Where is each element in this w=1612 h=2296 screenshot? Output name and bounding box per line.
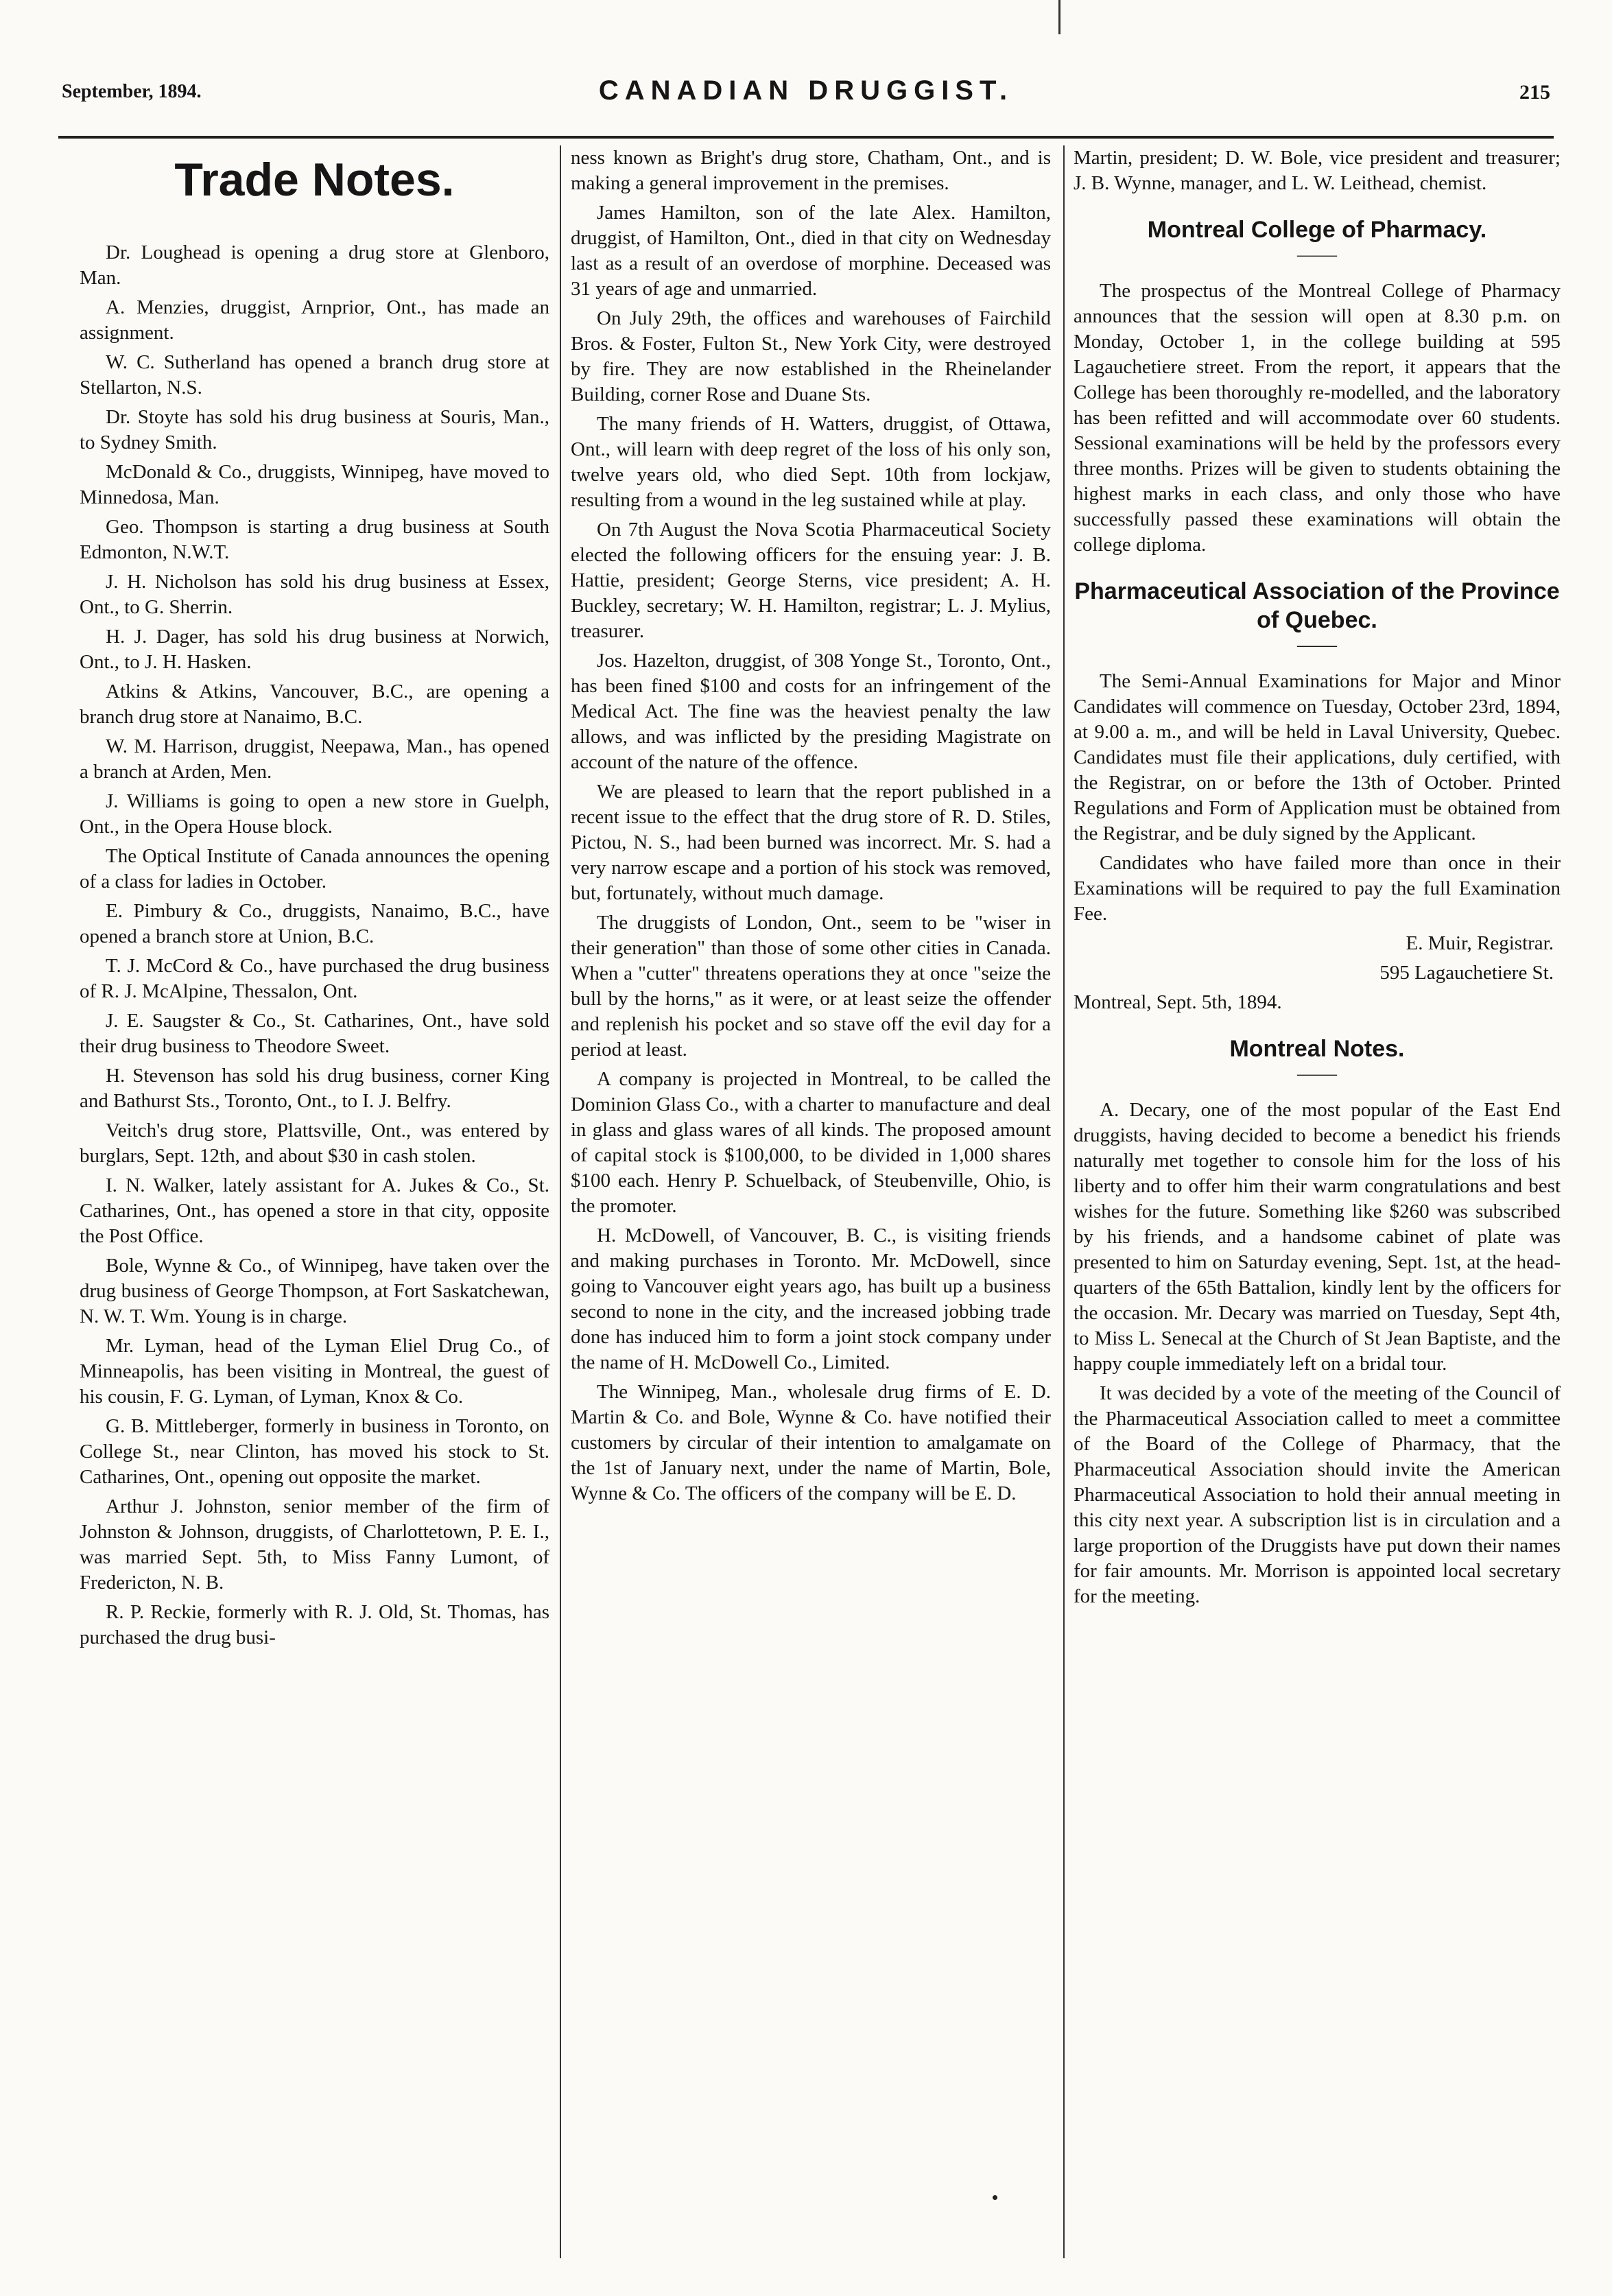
paragraph: The many friends of H. Watters, druggist, of Ottawa, Ont., will learn with deep regret of the loss of his only son, twelve years old, who died Sept. 10th from lockjaw, resulting from a wound in the leg sustained while at play. [571,413,1051,511]
paragraph: H. Stevenson has sold his drug business, corner King and Bathurst Sts., Toronto, Ont., to I. J. Belfry. [80,1065,549,1112]
paragraph: The Semi-Annual Examinations for Major and Minor Candidates will commence on Tuesday, October 23rd, 1894, at 9.00 a. m., and will be held in Laval University, Quebec. Candidates must file their applications, duly certified, with the Registrar, on or before the 13th of October. Printed Regulations and Form of Application must be obtained from the Registrar, and be duly signed by the Applicant. [1074,670,1561,844]
page-header [62,75,1550,117]
header-rule [58,136,1554,139]
column-divider [560,145,561,2258]
paragraph: G. B. Mittleberger, formerly in business in Toronto, on College St., near Clinton, has moved his stock to St. Catharines, Ont., opening out opposite the market. [80,1415,549,1488]
paragraph: J. E. Saugster & Co., St. Catharines, Ont., have sold their drug business to Theodore Sweet. [80,1010,549,1057]
page-mark [993,2195,997,2200]
section-title-trade-notes: Trade Notes. [174,154,455,206]
paragraph-continued: Martin, president; D. W. Bole, vice president and treasurer; J. B. Wynne, manager, and L. W. Leithead, chemist. [1074,147,1561,194]
paragraph: J. Williams is going to open a new store in Guelph, Ont., in the Opera House block. [80,790,549,838]
paragraph: A. Decary, one of the most popular of the East End druggists, having decided to become a benedict his friends naturally met together to console him for the loss of his liberty and to offer him their warm congratulations and best wishes for the future. Something like $260 was subscribed by his friends, and a handsome cabinet of plate was presented to him on Saturday evening, Sept. 1st, at the head-quarters of the 65th Battalion, kindly lent by the officers for the occasion. Mr. Decary was married on Tuesday, Sept 4th, to Miss L. Senecal at the Church of St Jean Baptiste, and the happy couple immediately left on a bridal tour. [1074,1099,1561,1375]
paragraph: Atkins & Atkins, Vancouver, B.C., are opening a branch drug store at Nanaimo, B.C. [80,680,549,728]
paragraph: The Optical Institute of Canada announces the opening of a class for ladies in October. [80,845,549,892]
paragraph: I. N. Walker, lately assistant for A. Jukes & Co., St. Catharines, Ont., has opened a store in that city, opposite the Post Office. [80,1174,549,1247]
paragraph: On July 29th, the offices and warehouses of Fairchild Bros. & Foster, Fulton St., New York City, were destroyed by fire. They are now established in the Rheinelander Building, corner Rose and Duane Sts. [571,307,1051,405]
paragraph: J. H. Nicholson has sold his drug business at Essex, Ont., to G. Sherrin. [80,571,549,618]
signature-address: 595 Lagauchetiere St. [1379,962,1554,984]
paragraph-continued: ness known as Bright's drug store, Chatham, Ont., and is making a general improvement in the premises. [571,147,1051,194]
paragraph: The prospectus of the Montreal College of Pharmacy announces that the session will open at 8.30 p.m. on Monday, October 1, in the college building at 595 Lagauchetiere street. From the report, it appears that the College has been thoroughly re-modelled, and the laboratory has been refitted and will accommodate over 60 students. Sessional examinations will be held by the professors every three months. Prizes will be given to students obtaining the highest marks in each class, and only those who have successfully passed these examinations will obtain the college diploma. [1074,280,1561,556]
issue-date: September, 1894. [62,81,202,102]
paragraph: Jos. Hazelton, druggist, of 308 Yonge St., Toronto, Ont., has been fined $100 and costs for an infringement of the Medical Act. The fine was the heaviest penalty the law allows, and was inflicted by the presiding Magistrate on account of the nature of the offence. [571,650,1051,773]
section-dash: —— [1297,1063,1337,1085]
column-1 [80,145,549,2272]
signature-date: Montreal, Sept. 5th, 1894. [1074,991,1282,1013]
paragraph: We are pleased to learn that the report published in a recent issue to the effect that the drug store of R. D. Stiles, Pictou, N. S., had been burned was incorrect. Mr. S. had a very narrow escape and a portion of his stock was removed, but, fortunately, without much damage. [571,781,1051,904]
paragraph: R. P. Reckie, formerly with R. J. Old, St. Thomas, has purchased the drug busi- [80,1601,549,1648]
section-title-montreal-notes: Montreal Notes. [1229,1036,1405,1062]
paragraph: H. McDowell, of Vancouver, B. C., is visiting friends and making purchases in Toronto. Mr. McDowell, since going to Vancouver eight years ago, has built up a business second to none in the city, and the increased jobbing trade done has induced him to form a joint stock company under the name of H. McDowell Co., Limited. [571,1224,1051,1373]
paragraph: Candidates who have failed more than once in their Examinations will be required to pay the full Examination Fee. [1074,852,1561,925]
paragraph: W. M. Harrison, druggist, Neepawa, Man., has opened a branch at Arden, Men. [80,735,549,783]
paragraph: McDonald & Co., druggists, Winnipeg, have moved to Minnedosa, Man. [80,461,549,508]
paragraph: Geo. Thompson is starting a drug business at South Edmonton, N.W.T. [80,516,549,563]
journal-title: CANADIAN DRUGGIST. [598,75,1014,106]
page-number: 215 [1519,81,1550,104]
paragraph: Mr. Lyman, head of the Lyman Eliel Drug Co., of Minneapolis, has been visiting in Montreal, the guest of his cousin, F. G. Lyman, of Lyman, Knox & Co. [80,1335,549,1408]
paragraph: It was decided by a vote of the meeting of the Council of the Pharmaceutical Association called to meet a committee of the Board of the College of Pharmacy, that the Pharmaceutical Association should invite the American Pharmaceutical Association to hold their annual meeting in this city next year. A subscription list is in circulation and a large proportion of the Druggists have put down their names for fair amounts. Mr. Morrison is appointed local secretary for the meeting. [1074,1382,1561,1607]
section-dash: —— [1297,244,1337,265]
paragraph: E. Pimbury & Co., druggists, Nanaimo, B.C., have opened a branch store at Union, B.C. [80,900,549,947]
paragraph: W. C. Sutherland has opened a branch drug store at Stellarton, N.S. [80,351,549,399]
paragraph: A. Menzies, druggist, Arnprior, Ont., has made an assignment. [80,296,549,344]
paragraph: The druggists of London, Ont., seem to be "wiser in their generation" than those of some other cities in Canada. When a "cutter" threatens operations they at once "seize the bull by the horns," as it were, or at least seize the offender and replenish his pocket and so stave off the evil day for a period at least. [571,912,1051,1061]
paragraph: T. J. McCord & Co., have purchased the drug business of R. J. McAlpine, Thessalon, Ont. [80,955,549,1002]
paragraph: Dr. Stoyte has sold his drug business at Souris, Man., to Sydney Smith. [80,406,549,453]
section-title-montreal-college: Montreal College of Pharmacy. [1147,217,1487,243]
column-2 [571,145,1051,2272]
paragraph: The Winnipeg, Man., wholesale drug firms of E. D. Martin & Co. and Bole, Wynne & Co. have notified their customers by circular of their intention to amalgamate on the 1st of January next, under the name of Martin, Bole, Wynne & Co. The officers of the company will be E. D. [571,1381,1051,1504]
section-dash: —— [1297,634,1337,656]
column-divider [1063,145,1065,2258]
scan-mark [1058,0,1060,34]
signature-name: E. Muir, Registrar. [1406,932,1554,954]
paragraph: On 7th August the Nova Scotia Pharmaceutical Society elected the following officers for the ensuing year: J. B. Hattie, president; George Sterns, vice president; A. H. Buckley, secretary; W. H. Hamilton, registrar; L. J. Mylius, treasurer. [571,519,1051,642]
paragraph: Dr. Loughead is opening a drug store at Glenboro, Man. [80,241,549,289]
paragraph: James Hamilton, son of the late Alex. Hamilton, druggist, of Hamilton, Ont., died in that city on Wednesday last as a result of an overdose of morphine. Deceased was 31 years of age and unmarried. [571,202,1051,300]
paragraph: Veitch's drug store, Plattsville, Ont., was entered by burglars, Sept. 12th, and about $30 in cash stolen. [80,1120,549,1167]
paragraph: Arthur J. Johnston, senior member of the firm of Johnston & Johnson, druggists, of Charlottetown, P. E. I., was married Sept. 5th, to Miss Fanny Lumont, of Fredericton, N. B. [80,1495,549,1594]
paragraph: A company is projected in Montreal, to be called the Dominion Glass Co., with a charter to manufacture and deal in glass and glass wares of all kinds. The proposed amount of capital stock is $100,000, to be divided in 1,000 shares $100 each. Henry P. Schuelback, of Steubenville, Ohio, is the promoter. [571,1068,1051,1217]
section-title-pharmaceutical-association: Pharmaceutical Association of the Province of Quebec. [1074,578,1560,633]
paragraph: Bole, Wynne & Co., of Winnipeg, have taken over the drug business of George Thompson, at Fort Saskatchewan, N. W. T. Wm. Young is in charge. [80,1255,549,1327]
paragraph: H. J. Dager, has sold his drug business at Norwich, Ont., to J. H. Hasken. [80,626,549,673]
column-3 [1074,145,1561,2272]
